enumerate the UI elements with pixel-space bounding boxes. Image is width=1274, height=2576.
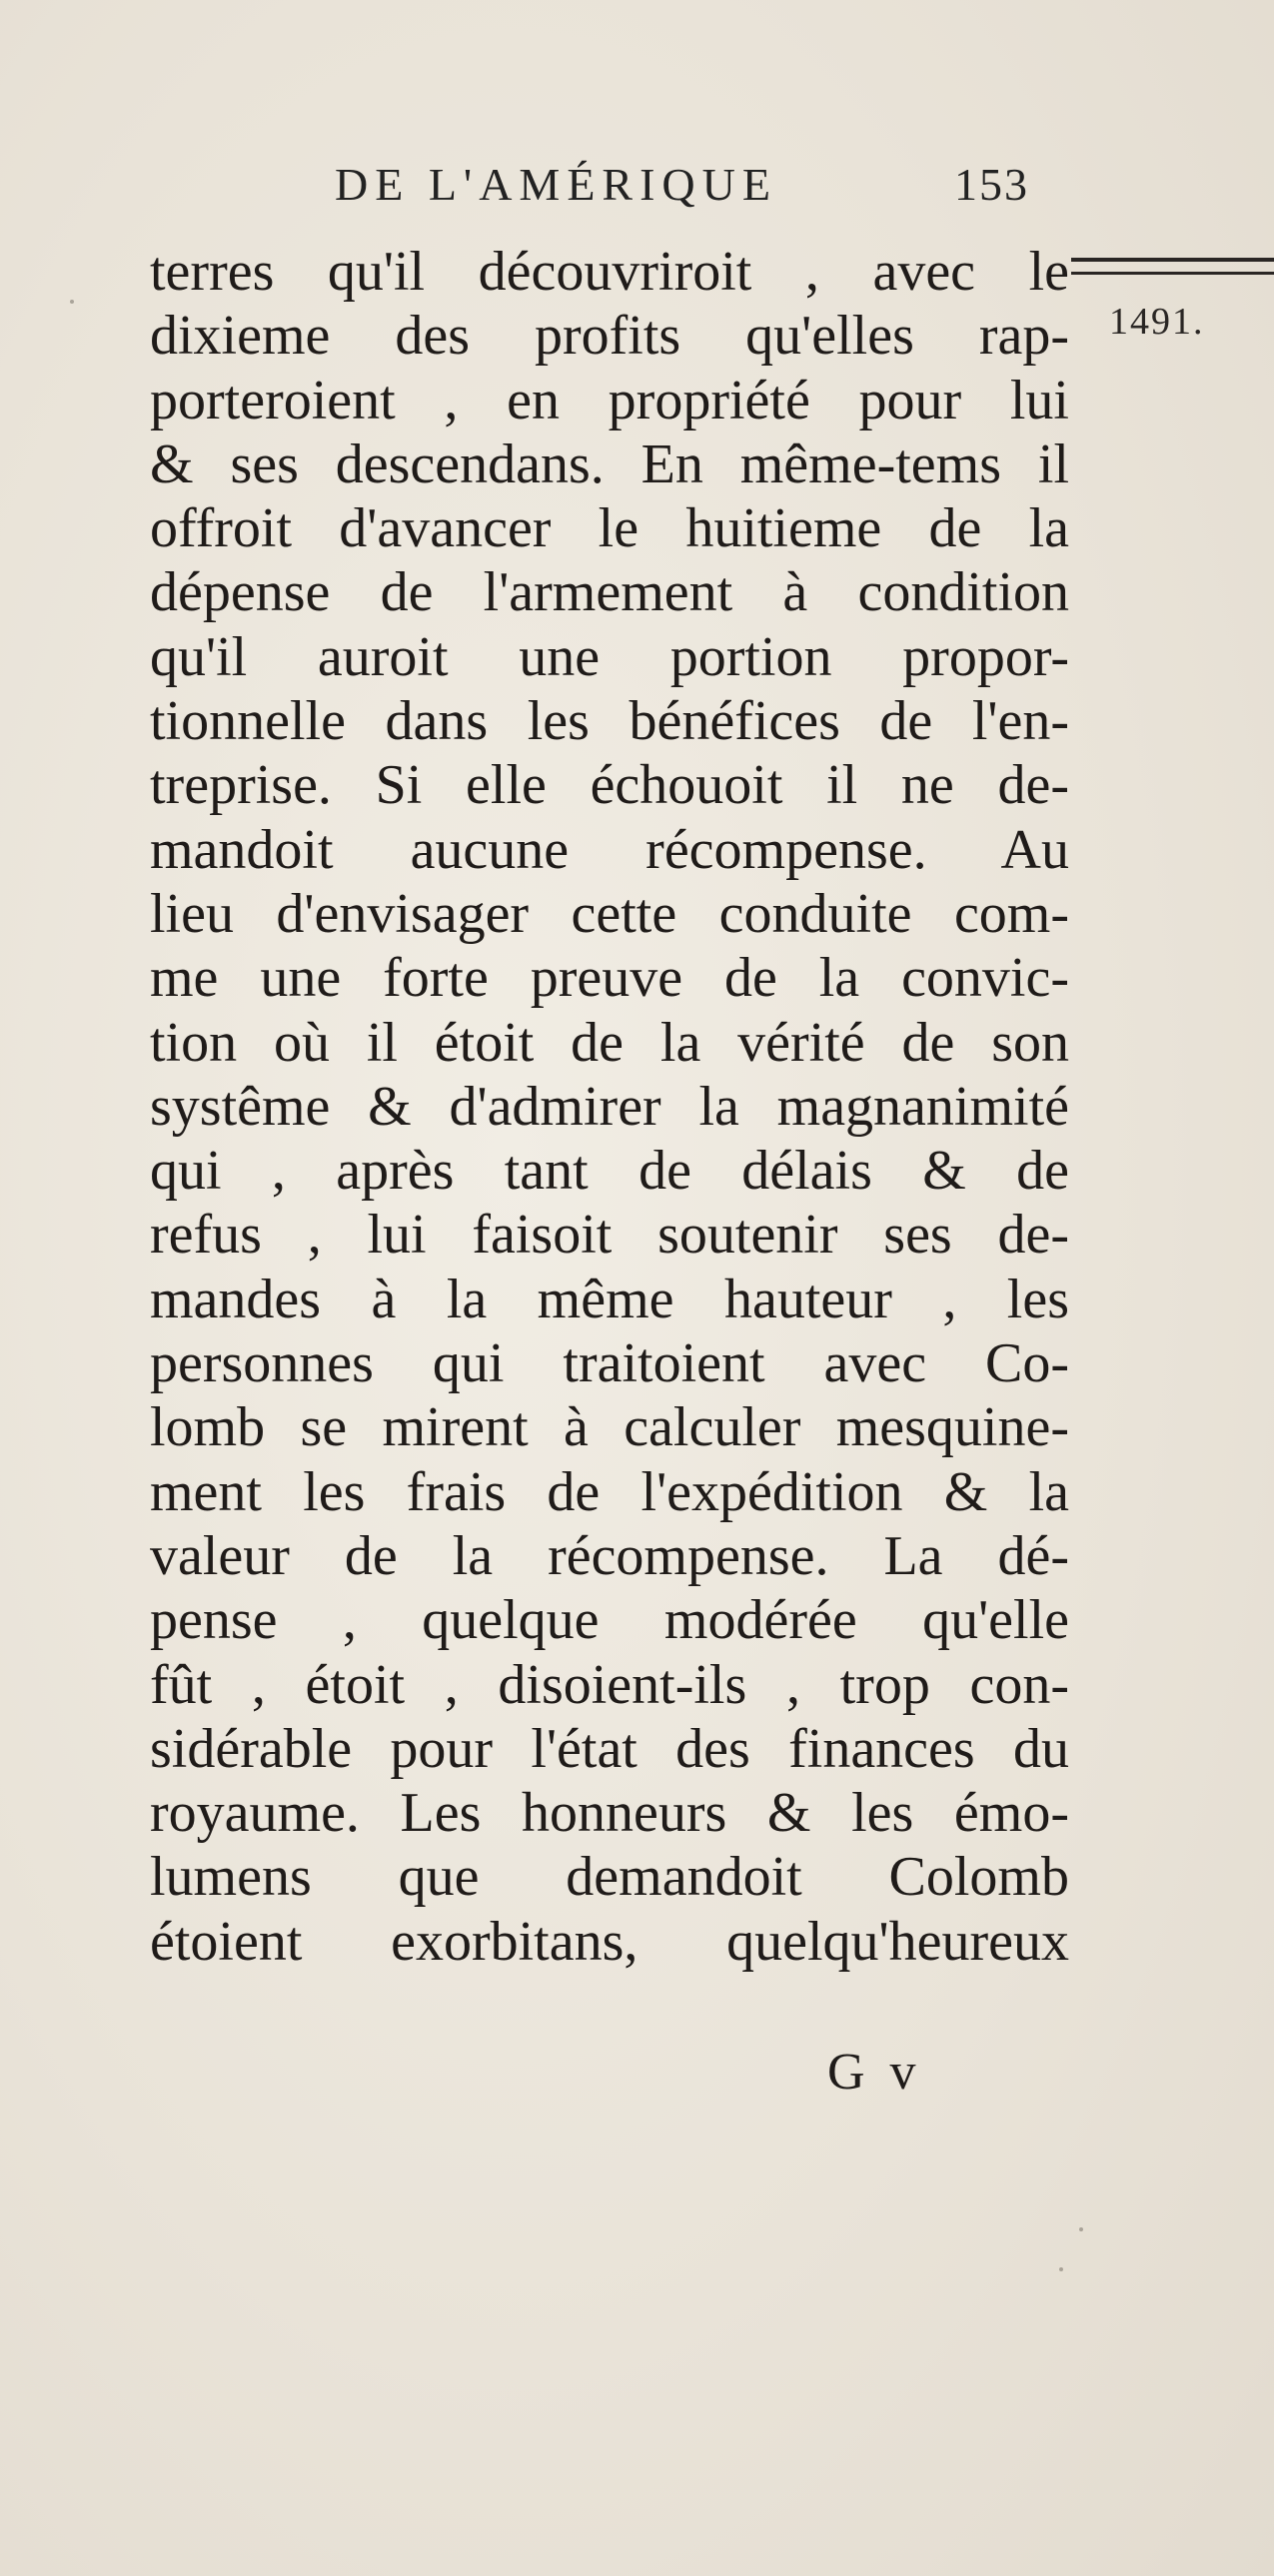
text-line: terres qu'il découvriroit , avec le	[150, 241, 1069, 303]
text-line: tionnelle dans les bénéfices de l'en-	[150, 690, 1069, 753]
running-title: DE L'AMÉRIQUE	[335, 159, 777, 210]
text-line: mandes à la même hauteur , les	[150, 1268, 1069, 1330]
margin-year: 1491.	[1109, 301, 1205, 343]
text-line: fût , étoit , disoient-ils , trop con-	[150, 1653, 1069, 1716]
page-number: 153	[954, 159, 1029, 210]
text-line: lumens que demandoit Colomb	[150, 1846, 1069, 1909]
paper-speck	[1079, 2227, 1083, 2231]
text-line: dixieme des profits qu'elles rap-	[150, 305, 1069, 368]
text-line: lieu d'envisager cette conduite com-	[150, 882, 1069, 945]
text-line: dépense de l'armement à condition	[150, 561, 1069, 624]
text-line: me une forte preuve de la convic-	[150, 947, 1069, 1010]
running-head	[335, 158, 1054, 218]
text-line: sidérable pour l'état des finances du	[150, 1717, 1069, 1780]
text-line: tion où il étoit de la vérité de son	[150, 1011, 1069, 1074]
text-line: qu'il auroit une portion propor-	[150, 625, 1069, 688]
text-line: mandoit aucune récompense. Au	[150, 818, 1069, 881]
text-line: offroit d'avancer le huitieme de la	[150, 497, 1069, 560]
paper-speck	[70, 300, 74, 304]
text-line: pense , quelque modérée qu'elle	[150, 1589, 1069, 1652]
signature-mark: G v	[827, 2044, 922, 2101]
text-line: lomb se mirent à calculer mesquine-	[150, 1396, 1069, 1459]
header-rule	[1071, 258, 1274, 275]
paper-speck	[1059, 2267, 1063, 2271]
text-line: & ses descendans. En même-tems il	[150, 432, 1069, 495]
text-line: qui , après tant de délais & de	[150, 1140, 1069, 1203]
text-line: refus , lui faisoit soutenir ses de-	[150, 1204, 1069, 1267]
text-line: systême & d'admirer la magnanimité	[150, 1075, 1069, 1138]
text-line: porteroient , en propriété pour lui	[150, 369, 1069, 431]
text-line: treprise. Si elle échouoit il ne de-	[150, 754, 1069, 817]
text-line: royaume. Les honneurs & les émo-	[150, 1782, 1069, 1845]
text-line: personnes qui traitoient avec Co-	[150, 1332, 1069, 1395]
text-line: valeur de la récompense. La dé-	[150, 1524, 1069, 1587]
text-line: ment les frais de l'expédition & la	[150, 1460, 1069, 1523]
text-line: étoient exorbitans, quelqu'heureux	[150, 1910, 1069, 1973]
body-text	[150, 240, 1069, 1974]
